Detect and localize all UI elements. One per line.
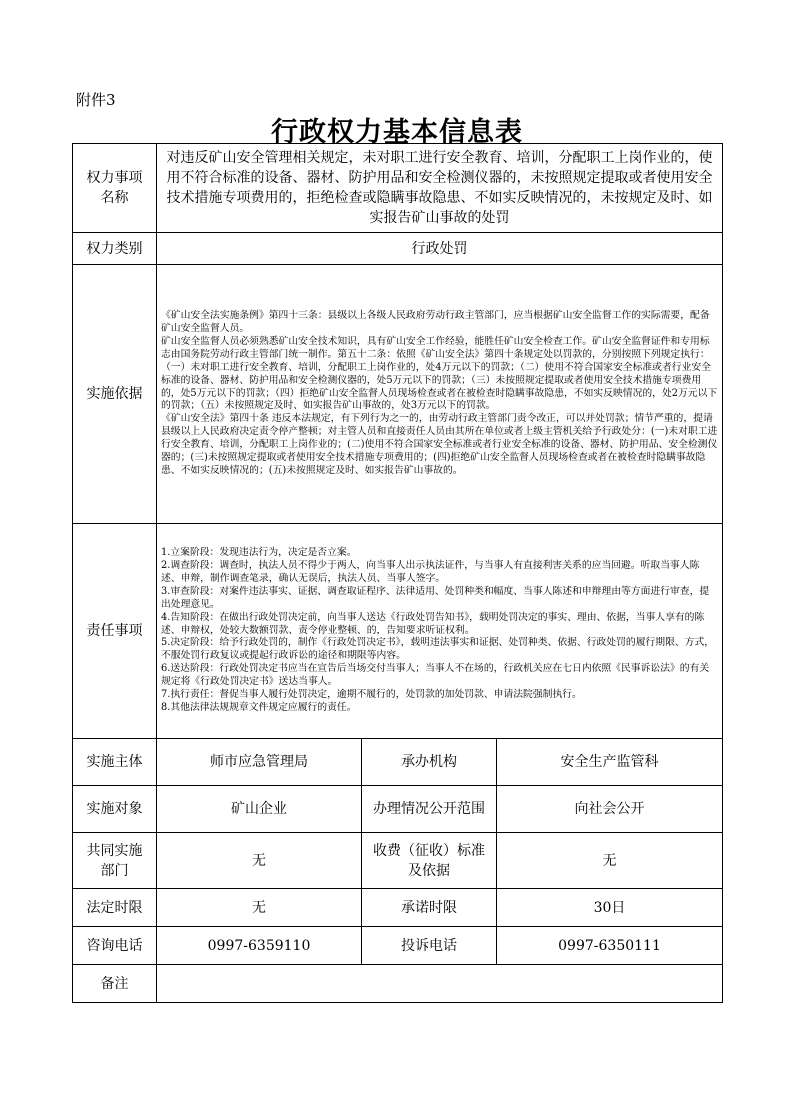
- label-power-name-line1: 权力事项: [86, 170, 143, 186]
- label-target: 实施对象: [73, 786, 157, 833]
- value-consult-phone: 0997-6359110: [157, 927, 362, 965]
- attachment-label: 附件3: [76, 91, 116, 109]
- row-power-name: [73, 144, 723, 233]
- row-target: [73, 786, 723, 833]
- info-table: [72, 143, 723, 1003]
- responsibility-item-1: 1.立案阶段：发现违法行为，决定是否立案。: [161, 547, 357, 559]
- label-disclosure-scope: 办理情况公开范围: [362, 786, 497, 833]
- value-power-name: 对违反矿山安全管理相关规定，未对职工进行安全教育、培训，分配职工上岗作业的，使用不符合标准的设备、器材、防护用品和安全检测仪器的，未按照规定提取或者使用安全技术措施专项费用的，拒绝检查或隐瞒事故隐患、不如实反映情况的，未按规定及时、如实报告矿山事故的处罚: [166, 150, 713, 226]
- responsibility-item-2: 2.调查阶段：调查时，执法人员不得少于两人，向当事人出示执法证件，与当事人有直接利害关系的应当回避。听取当事人陈述、申辩，制作调查笔录，确认无误后，执法人员、当事人签字。: [161, 560, 700, 584]
- row-basis: [73, 265, 723, 524]
- label-joint-dept-line1: 共同实施: [86, 842, 143, 859]
- basis-paragraph-1: 《矿山安全法实施条例》第四十三条：县级以上各级人民政府劳动行政主管部门，应当根据矿山安全监督工作的实际需要，配备矿山安全监督人员。: [161, 310, 710, 335]
- label-basis: 实施依据: [73, 265, 157, 524]
- row-time-limit: [73, 889, 723, 927]
- value-joint-dept: 无: [157, 833, 362, 889]
- value-power-name-cell: [157, 144, 723, 233]
- label-fee-standard-line2: 及依据: [408, 862, 450, 879]
- value-subject: 师市应急管理局: [157, 739, 362, 786]
- value-target: 矿山企业: [157, 786, 362, 833]
- label-legal-time-limit: 法定时限: [73, 889, 157, 927]
- row-remark: [73, 965, 723, 1003]
- value-responsibility-cell: [157, 524, 723, 739]
- value-promised-time-limit: 30日: [497, 889, 723, 927]
- row-power-category: [73, 233, 723, 265]
- label-remark: 备注: [73, 965, 157, 1003]
- label-complaint-phone: 投诉电话: [362, 927, 497, 965]
- value-power-category: 行政处罚: [157, 233, 723, 265]
- label-joint-dept: [73, 833, 157, 889]
- value-basis-cell: [157, 265, 723, 524]
- basis-paragraph-3: 《矿山安全法》第四十条 违反本法规定，有下列行为之一的，由劳动行政主管部门责令改正，可以并处罚款；情节严重的，提请县级以上人民政府决定责令停产整顿；对主管人员和直接责任人员由其所在单位或者上级主管机关给予行政处分：(一)未对职工进行安全教育、培训，分配职工上岗作业的；(二)使用不符合国家安全标准或者行业安全标准的设备、器材、防护用品、安全检测仪器的；(三)未按照规定提取或者使用安全技术措施专项费用的；(四)拒绝矿山安全监督人员现场检查或者在被检查时隐瞒事故隐患、不如实反映情况的；(五)未按照规定及时、如实报告矿山事故的。: [161, 413, 718, 476]
- responsibility-item-8: 8.其他法律法规规章文件规定应履行的责任。: [161, 701, 357, 713]
- row-responsibility: [73, 524, 723, 739]
- label-power-name: [73, 144, 157, 233]
- basis-text: [157, 307, 722, 481]
- label-power-category: 权力类别: [73, 233, 157, 265]
- label-fee-standard-line1: 收费（征收）标准: [373, 842, 485, 859]
- label-subject: 实施主体: [73, 739, 157, 786]
- row-subject: [73, 739, 723, 786]
- page-title: 行政权力基本信息表: [271, 117, 523, 148]
- responsibility-item-4: 4.告知阶段：在做出行政处罚决定前，向当事人送达《行政处罚告知书》，载明处罚决定的事实、理由、依据，当事人享有的陈述、申辩权，处较大数额罚款、责令停业整顿、的，告知要求听证权利。: [161, 611, 705, 636]
- responsibility-item-5: 5.决定阶段：给予行政处罚的，制作《行政处罚决定书》，载明违法事实和证据、处罚种类、依据、行政处罚的履行期限、方式，不服处罚行政复议或提起行政诉讼的途径和期限等内容。: [161, 637, 715, 662]
- value-handling-unit: 安全生产监管科: [497, 739, 723, 786]
- responsibility-item-3: 3.审查阶段：对案件违法事实、证据、调查取证程序、法律适用、处罚种类和幅度、当事人陈述和申辩理由等方面进行审查，提出处理意见。: [161, 585, 710, 610]
- label-consult-phone: 咨询电话: [73, 927, 157, 965]
- value-complaint-phone: 0997-6350111: [497, 927, 723, 965]
- value-legal-time-limit: 无: [157, 889, 362, 927]
- responsibility-item-6: 6.送达阶段：行政处罚决定书应当在宣告后当场交付当事人；当事人不在场的，行政机关应在七日内依照《民事诉讼法》的有关规定将《行政处罚决定书》送达当事人。: [161, 663, 710, 688]
- row-joint: [73, 833, 723, 889]
- responsibility-item-7: 7.执行责任：督促当事人履行处罚决定，逾期不履行的，处罚款的加处罚款、申请法院强制执行。: [161, 689, 582, 701]
- label-promised-time-limit: 承诺时限: [362, 889, 497, 927]
- value-fee-standard: 无: [497, 833, 723, 889]
- row-phone: [73, 927, 723, 965]
- basis-paragraph-2: 矿山安全监督人员必须熟悉矿山安全技术知识，具有矿山安全工作经验，能胜任矿山安全检查工作。矿山安全监督证件和专用标志由国务院劳动行政主管部门统一制作。第五十二条：依照《矿山安全法》第四十条规定处以罚款的，分别按照下列规定执行：（一）未对职工进行安全教育、培训，分配职工上岗作业的，处4万元以下的罚款；（二）使用不符合国家安全标准或者行业安全标准的设备、器材、防护用品和安全检测仪器的，处5万元以下的罚款；（三）未按照规定提取或者使用安全技术措施专项费用的，处5万元以下的罚款；（四）拒绝矿山安全监督人员现场检查或者在被检查时隐瞒事故隐患，不如实反映情况的，处2万元以下的罚款；（五）未按照规定及时、如实报告矿山事故的，处3万元以下的罚款。: [161, 335, 718, 412]
- label-fee-standard: [362, 833, 497, 889]
- value-remark: [157, 965, 723, 1003]
- label-power-name-line2: 名称: [100, 190, 129, 206]
- value-disclosure-scope: 向社会公开: [497, 786, 723, 833]
- label-joint-dept-line2: 部门: [100, 862, 129, 879]
- responsibility-text: [157, 544, 722, 718]
- label-responsibility: 责任事项: [73, 524, 157, 739]
- label-handling-unit: 承办机构: [362, 739, 497, 786]
